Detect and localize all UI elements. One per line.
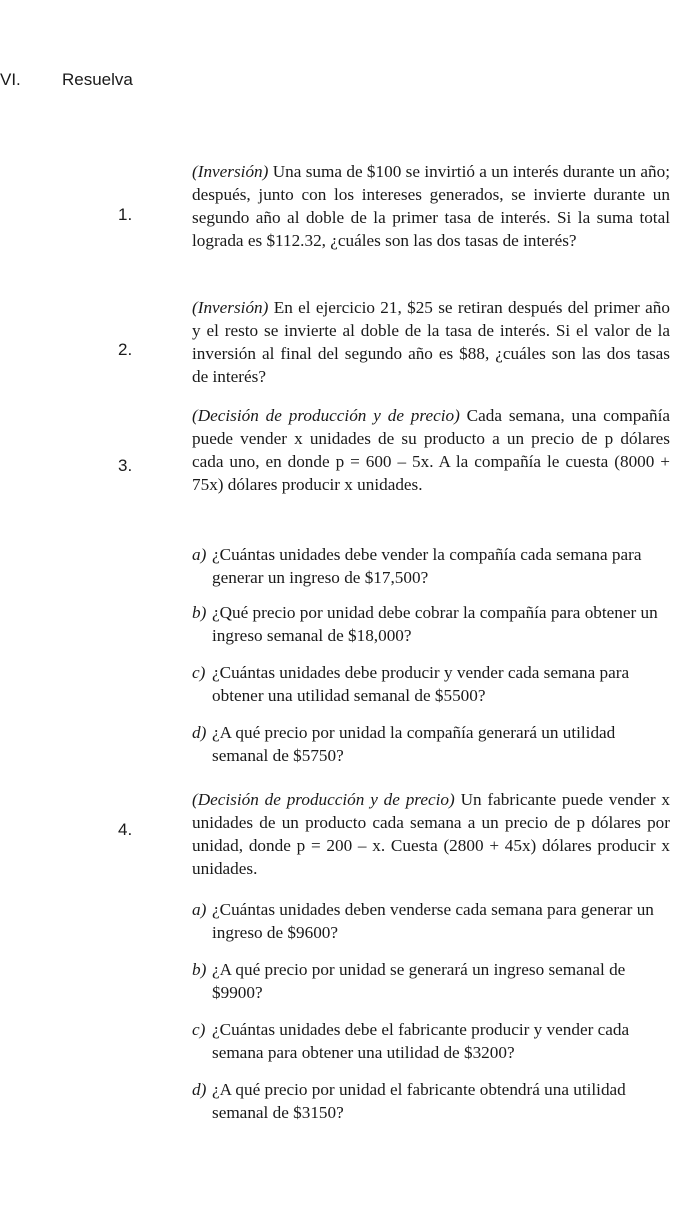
problem-4-item-a xyxy=(192,898,670,944)
problem-4-item-b xyxy=(192,958,670,1004)
problem-1-heading: (Inversión) xyxy=(192,162,269,181)
item-label: d) xyxy=(192,723,207,742)
problem-4-text xyxy=(192,788,670,880)
item-label: a) xyxy=(192,545,207,564)
problem-4-item-d xyxy=(192,1078,670,1124)
item-label: c) xyxy=(192,663,206,682)
item-text: ¿Qué precio por unidad debe cobrar la compañía para obtener un ingreso semanal de $18,000? xyxy=(212,603,658,645)
item-label: b) xyxy=(192,960,207,979)
section-title: Resuelva xyxy=(62,70,133,89)
item-text: ¿Cuántas unidades debe el fabricante producir y vender cada semana para obtener una utilidad de $3200? xyxy=(212,1020,630,1062)
problem-1-number: 1. xyxy=(118,205,133,224)
item-text: ¿A qué precio por unidad la compañía generará un utilidad semanal de $5750? xyxy=(212,723,616,765)
problem-4-heading: (Decisión de producción y de precio) xyxy=(192,790,455,809)
item-text: ¿Cuántas unidades deben venderse cada semana para generar un ingreso de $9600? xyxy=(212,900,654,942)
problem-3-heading: (Decisión de producción y de precio) xyxy=(192,406,460,425)
item-label: a) xyxy=(192,900,207,919)
problem-3-item-c xyxy=(192,661,670,707)
section-number: VI. xyxy=(0,70,21,89)
problem-1-text xyxy=(192,160,670,252)
problem-3-item-b xyxy=(192,601,670,647)
problem-3-item-a xyxy=(192,543,670,589)
problem-2-body: En el ejercicio 21, $25 se retiran después del primer año y el resto se invierte al doble de la tasa de interés. Si el valor de la inversión al final del segundo año es $88, ¿cuáles son las dos tasas de interés? xyxy=(192,298,670,386)
item-label: b) xyxy=(192,603,207,622)
problem-3-body: Cada semana, una compañía puede vender x unidades de su producto a un precio de p dólares cada uno, en donde p = 600 – 5x. A la compañía le cuesta (8000 + 75x) dólares producir x unidades. xyxy=(192,406,670,494)
item-text: ¿A qué precio por unidad se generará un ingreso semanal de $9900? xyxy=(212,960,626,1002)
item-text: ¿Cuántas unidades debe vender la compañía cada semana para generar un ingreso de $17,500? xyxy=(212,545,642,587)
problem-2-number: 2. xyxy=(118,340,133,359)
item-label: d) xyxy=(192,1080,207,1099)
item-text: ¿Cuántas unidades debe producir y vender cada semana para obtener una utilidad semanal de $5500? xyxy=(212,663,630,705)
item-text: ¿A qué precio por unidad el fabricante obtendrá una utilidad semanal de $3150? xyxy=(212,1080,626,1122)
problem-1-body: Una suma de $100 se invirtió a un interés durante un año; después, junto con los intereses generados, se invierte durante un segundo año al doble de la primer tasa de interés. Si la suma total lograda es $112.32, ¿cuáles son las dos tasas de interés? xyxy=(192,162,670,250)
problem-4-item-c xyxy=(192,1018,670,1064)
problem-4-number: 4. xyxy=(118,820,133,839)
problem-3-item-d xyxy=(192,721,670,767)
problem-3-text xyxy=(192,404,670,496)
problem-2-heading: (Inversión) xyxy=(192,298,269,317)
problem-4-body: Un fabricante puede vender x unidades de un producto cada semana a un precio de p dólares por unidad, donde p = 200 – x. Cuesta (2800 + 45x) dólares producir x unidades. xyxy=(192,790,671,878)
problem-2-text xyxy=(192,296,670,388)
problem-3-number: 3. xyxy=(118,456,133,475)
item-label: c) xyxy=(192,1020,206,1039)
